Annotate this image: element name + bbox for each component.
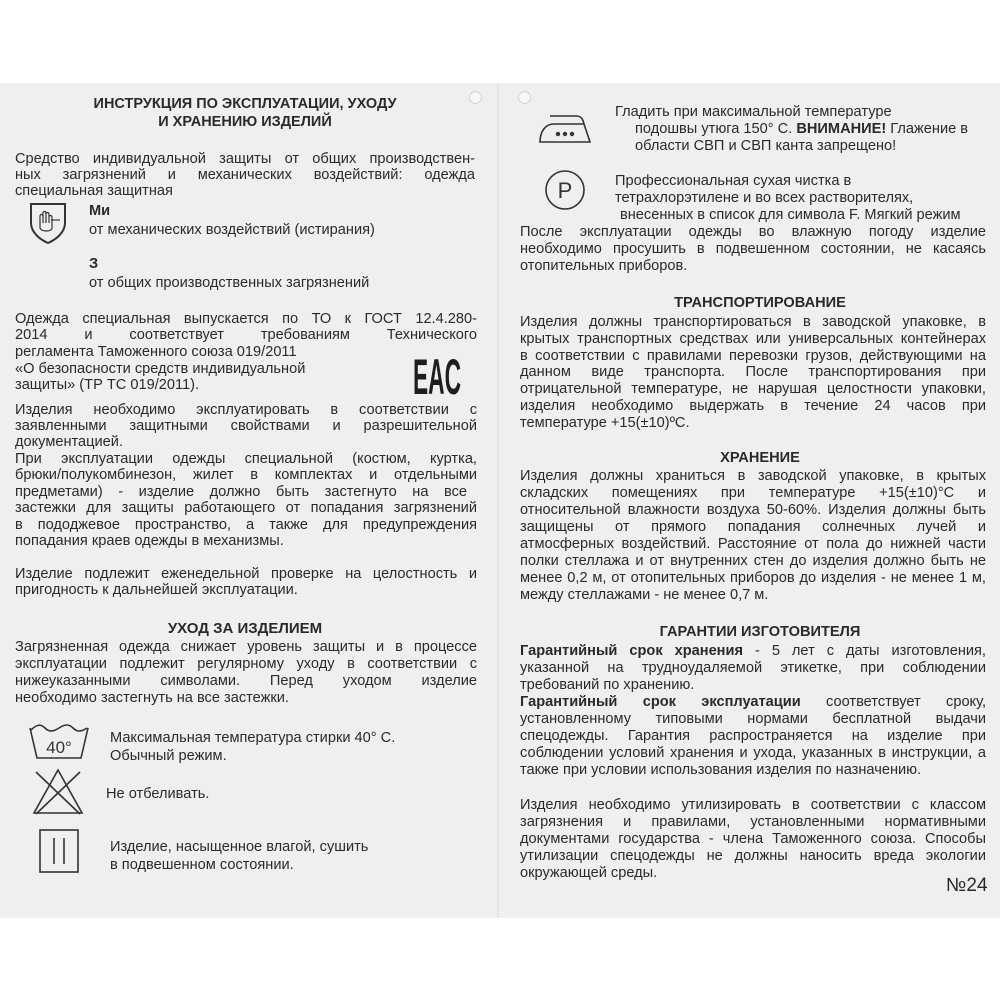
protection-shield-icon [27,201,69,245]
usage-line: При эксплуатации одежды специальной (костюм, куртка, [15,451,477,467]
usage-line: Изделия необходимо эксплуатировать в соответствии с [15,402,477,418]
iron-warning: ВНИМАНИЕ! [796,121,887,137]
warranty-line: соблюдении условий хранения и ухода, указанных в инструкции, а [520,745,986,761]
usage-line: в пододжевое пространство, а также для предупреждения [15,517,477,533]
after-use-line: После эксплуатации одежды во влажную погоду изделие [520,224,986,240]
intro-line: ных загрязнений и механических воздействий: одежда [15,167,475,183]
storage-line: полки стеллажа и от внутренних стен до изделия должно быть не [520,553,986,569]
intro-line: специальная защитная [15,183,173,199]
transport-line: температуре +15(±10)ºС. [520,415,690,431]
gost-line: защиты» (ТР ТС 019/2011). [15,377,200,393]
transport-heading: ТРАНСПОРТИРОВАНИЕ [674,295,846,311]
disposal-line: утилизации спецодежды не должны наносить вреда экологии [520,848,986,864]
protection-desc-z: от общих производственных загрязнений [89,275,370,291]
drip-dry-icon [38,828,80,874]
document-number: №24 [946,875,988,896]
usage-line: пригодность к дальнейшей эксплуатации. [15,582,298,598]
storage-line: менее 0,2 м, от отопительных приборов до изделия - не менее 1 м, [520,570,986,586]
warranty-line: требований по хранению. [520,677,695,693]
storage-line: между стеллажами - не менее 0,7 м. [520,587,769,603]
no-bleach-icon [30,766,86,818]
protection-code-z: З [89,256,99,272]
after-use-line: отопительных приборов. [520,258,688,274]
wash-40-icon [28,722,90,762]
dry-desc: в подвешенном состоянии. [110,857,294,873]
iron-desc: области СВП и СВП канта запрещено! [635,138,897,154]
gost-line: 2014 и соответствует требованиям Технического [15,327,477,343]
disposal-line: загрязнения и правилами, установленными нормативными [520,814,986,830]
iron-desc: Гладить при максимальной температуре [615,104,892,120]
storage-line: Изделия должны храниться в заводской упаковке, в крытых [520,468,986,484]
page-title: ИНСТРУКЦИЯ ПО ЭКСПЛУАТАЦИИ, УХОДУ И ХРАНЕНИЮ ИЗДЕЛИЙ [93,96,397,130]
warranty-line: установленному типовыми нормами бесплатной выдачи [520,711,986,727]
usage-line: заявленными защитными свойствами и разрешительной [15,418,477,434]
warranty-use-label: Гарантийный срок эксплуатации [520,694,801,710]
warranty-heading: ГАРАНТИИ ИЗГОТОВИТЕЛЯ [659,624,861,640]
punch-hole [518,91,531,104]
care-heading: УХОД ЗА ИЗДЕЛИЕМ [167,620,323,637]
protection-desc-mi: от механических воздействий (истирания) [89,222,375,238]
warranty-line: указанной на трудноудаляемой этикетке, при соблюдении [520,660,986,676]
after-use-line: необходимо просушить в подвешенном состоянии, не касаясь [520,241,986,257]
transport-line: отрицательной температуре, не нарушая целостности упаковки, [520,381,986,397]
eac-mark-icon [412,349,462,405]
transport-line: Изделия должны транспортироваться в заводской упаковке, в [520,314,986,330]
punch-hole [469,91,482,104]
disposal-line: окружающей среды. [520,865,658,881]
care-line: эксплуатации подлежит регулярному уходу в соответствии с [15,656,477,672]
storage-line: складских помещениях при температуре +15(±10)°С и [520,485,986,501]
warranty-line: также при условии использования изделия по назначению. [520,762,922,778]
care-line: нижеуказанными символами. Перед уходом изделие [15,673,477,689]
storage-heading: ХРАНЕНИЕ [720,450,800,466]
wash-desc: Максимальная температура стирки 40° С. [110,730,396,746]
storage-line: атмосферных воздействий. Расстояние от пола до нижней части [520,536,986,552]
wash-desc: Обычный режим. [110,748,227,764]
dry-clean-p-icon [543,168,587,212]
usage-line: застежки для защиты работающего от попадания загрязнений [15,500,477,516]
storage-line: защищены от прямого попадания солнечных лучей и [520,519,986,535]
usage-line: Изделие подлежит еженедельной проверке на целостность и [15,566,477,582]
gost-line: регламента Таможенного союза 019/2011 [15,344,297,360]
usage-line: документацией. [15,434,123,450]
transport-line: крытых транспортных средствах или универсальных контейнерах [520,331,986,347]
transport-line: данном виде транспорта. После транспортирования при [520,364,986,380]
protection-code-mi: Ми [89,203,111,219]
usage-line: предметами) - изделие должно быть застегнуто на все [15,484,467,500]
intro-line: Средство индивидуальной защиты от общих производствен- [15,151,475,167]
warranty-storage-label: Гарантийный срок хранения [520,643,743,659]
fold-line [497,83,499,918]
usage-line: попадания краев одежды в механизмы. [15,533,284,549]
transport-line: изделия необходимо выдержать в течение 24 часов при [520,398,986,414]
transport-line: в соответствии с правилами перевозки грузов, действующими на [520,348,986,364]
dry-desc: Изделие, насыщенное влагой, сушить [110,839,369,855]
gost-line: Одежда специальная выпускается по ТО к ГОСТ 12.4.280- [15,311,477,327]
gost-line: «О безопасности средств индивидуальной [15,361,306,377]
warranty-line: Гарантийный срок хранения - 5 лет с даты изготовления, [520,643,986,659]
care-line: необходимо застегнуть на все застежки. [15,690,289,706]
disposal-line: Изделия необходимо утилизировать в соответствии с классом [520,797,986,813]
care-line: Загрязненная одежда снижает уровень защиты и в процессе [15,639,477,655]
dryclean-desc: Профессиональная сухая чистка в [615,173,852,189]
bleach-desc: Не отбеливать. [106,786,210,802]
dryclean-desc: внесенных в список для символа F. Мягкий режим [620,207,961,223]
iron-desc: подошвы утюга 150° С. ВНИМАНИЕ! Глажение в [635,121,969,137]
storage-line: относительной влажности воздуха 50-60%. Изделия должны быть [520,502,986,518]
warranty-line: Гарантийный срок эксплуатации соответствует сроку, [520,694,986,710]
svg-text:P: P [557,178,573,203]
disposal-line: документами государства - члена Таможенного союза. Способы [520,831,986,847]
iron-150-icon [536,110,596,146]
svg-text:40°: 40° [46,738,72,757]
svg-text:EAC: EAC [413,349,461,405]
warranty-line: спецодежды. Гарантия распространяется на изделие при [520,728,986,744]
usage-line: брюки/полукомбинезон, жилет в комплектах и отдельными [15,467,477,483]
dryclean-desc: тетрахлорэтилене и во всех растворителях, [615,190,914,206]
